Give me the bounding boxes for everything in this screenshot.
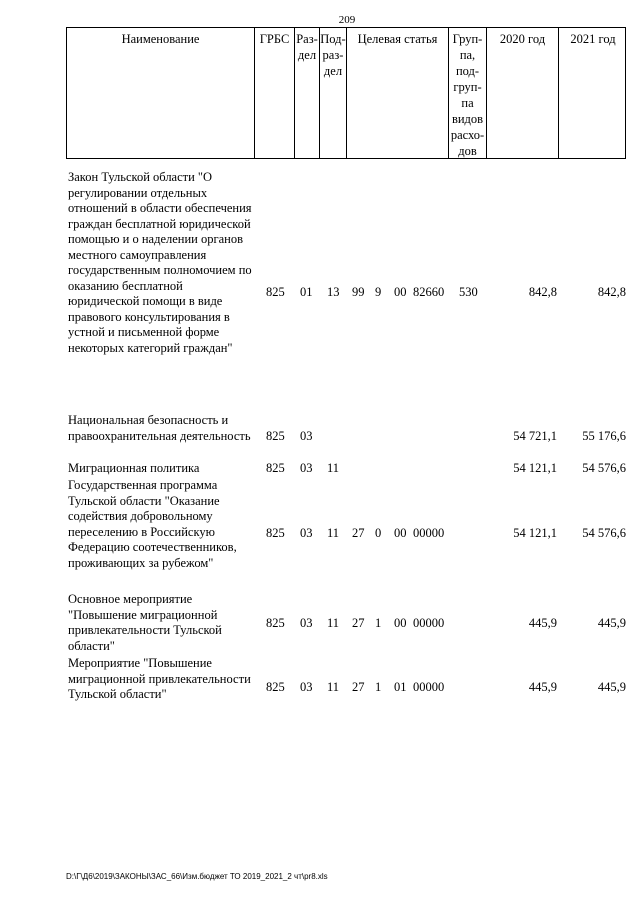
row-name: Закон Тульской области "О регулировании отдельных отношений в области обеспечения граждан бесплатной юридической помощью и о наделении органов местного самоуправления государственным полномочием по оказанию бесплатной юридической помощи в виде правового консультирования в устной и письменной форме некоторых категорий граждан" — [68, 170, 252, 355]
row-podrazdel: 11 — [327, 616, 340, 630]
row-podrazdel: 11 — [327, 461, 340, 475]
row-2020: 54 121,1 — [513, 461, 557, 475]
row-target-3: 00 — [394, 285, 407, 299]
row-2021: 842,8 — [597, 285, 626, 299]
row-target-3: 00 — [394, 616, 407, 630]
table-row — [0, 461, 640, 477]
header-razdel: Раз- дел — [295, 28, 320, 158]
row-grbs: 825 — [266, 526, 285, 540]
header-target: Целевая статья — [347, 28, 449, 158]
table-row — [0, 656, 640, 718]
row-podrazdel: 13 — [327, 285, 340, 299]
table-row — [0, 478, 640, 573]
header-grbs: ГРБС — [255, 28, 295, 158]
row-target-4: 00000 — [413, 616, 445, 630]
page-number: 209 — [338, 14, 356, 26]
row-target-1: 27 — [352, 616, 365, 630]
header-name: Наименование — [67, 28, 255, 158]
row-target-4: 82660 — [413, 285, 445, 299]
row-2021: 55 176,6 — [582, 429, 626, 443]
header-2020: 2020 год — [487, 28, 559, 158]
row-2021: 445,9 — [597, 680, 626, 694]
row-razdel: 03 — [300, 429, 313, 443]
row-grbs: 825 — [266, 285, 285, 299]
row-target-4: 00000 — [413, 526, 445, 540]
row-name: Мероприятие "Повышение миграционной привлекательности Тульской области" — [68, 656, 251, 701]
row-target-4: 00000 — [413, 680, 445, 694]
row-razdel: 03 — [300, 526, 313, 540]
row-razdel: 03 — [300, 616, 313, 630]
header-group: Груп- па, под- груп- па видов расхо- дов — [449, 28, 487, 158]
row-podrazdel: 11 — [327, 526, 340, 540]
row-2021: 54 576,6 — [582, 526, 626, 540]
row-group: 530 — [459, 285, 478, 299]
file-path-footer: D:\Г\Д6\2019\ЗАКОНЫ\ЗАС_66\Изм.бюджет ТО 2019_2021_2 чт\pr8.xls — [66, 872, 328, 881]
table-row — [0, 592, 640, 654]
row-2020: 54 121,1 — [513, 526, 557, 540]
row-2020: 842,8 — [528, 285, 557, 299]
row-2021: 54 576,6 — [582, 461, 626, 475]
row-target-2: 1 — [375, 616, 382, 630]
table-row — [0, 413, 640, 459]
row-name: Национальная безопасность и правоохранительная деятельность — [68, 413, 251, 443]
row-name: Государственная программа Тульской области "Оказание содействия добровольному переселению в Российскую Федерацию соотечественников, проживающих за рубежом" — [68, 478, 237, 570]
row-razdel: 03 — [300, 680, 313, 694]
row-name: Миграционная политика — [68, 461, 200, 475]
row-target-3: 00 — [394, 526, 407, 540]
row-name: Основное мероприятие "Повышение миграционной привлекательности Тульской области" — [68, 592, 222, 653]
row-grbs: 825 — [266, 616, 285, 630]
row-target-2: 9 — [375, 285, 382, 299]
row-2020: 445,9 — [528, 680, 557, 694]
row-target-1: 27 — [352, 680, 365, 694]
header-2021: 2021 год — [570, 32, 616, 46]
row-podrazdel: 11 — [327, 680, 340, 694]
row-target-2: 0 — [375, 526, 382, 540]
row-2021: 445,9 — [597, 616, 626, 630]
row-razdel: 03 — [300, 461, 313, 475]
row-target-1: 99 — [352, 285, 365, 299]
row-grbs: 825 — [266, 461, 285, 475]
row-grbs: 825 — [266, 680, 285, 694]
row-grbs: 825 — [266, 429, 285, 443]
row-target-1: 27 — [352, 526, 365, 540]
table-row — [0, 170, 640, 380]
row-2020: 54 721,1 — [513, 429, 557, 443]
row-target-2: 1 — [375, 680, 382, 694]
header-podrazdel: Под- раз- дел — [320, 28, 347, 158]
row-2020: 445,9 — [528, 616, 557, 630]
row-target-3: 01 — [394, 680, 407, 694]
table-header — [66, 27, 626, 159]
row-razdel: 01 — [300, 285, 313, 299]
